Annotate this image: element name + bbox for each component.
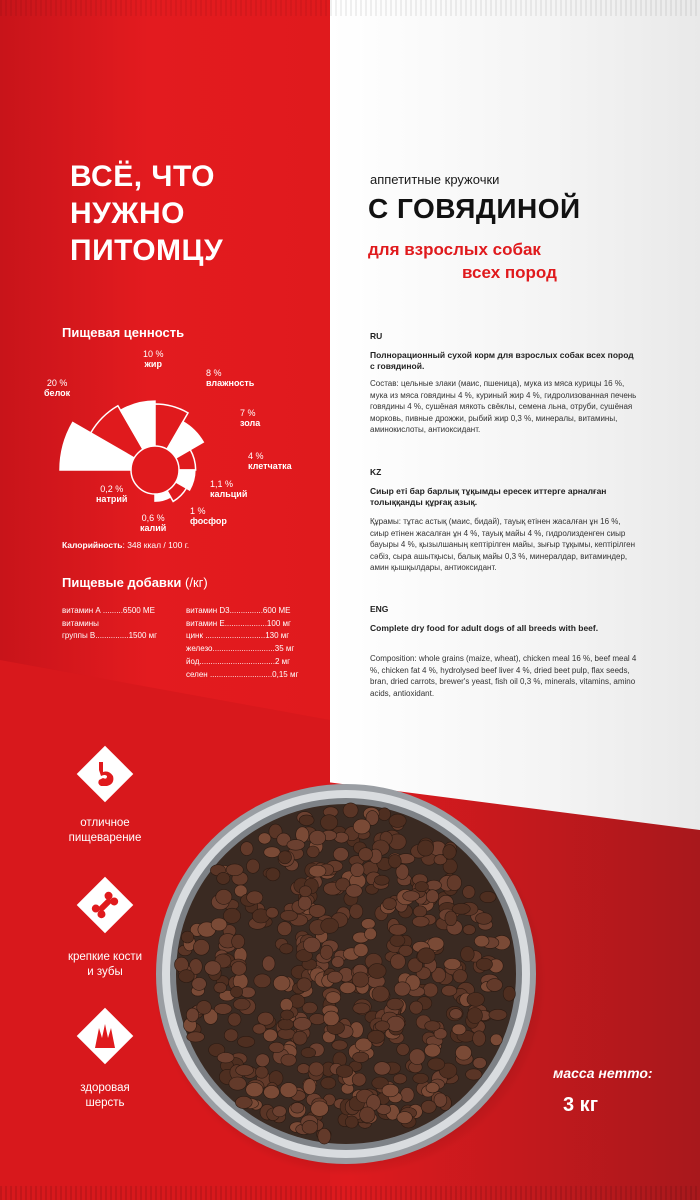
kibble xyxy=(236,1065,254,1076)
kibble xyxy=(321,815,338,830)
kibble xyxy=(293,1031,307,1045)
kibble xyxy=(280,944,293,954)
kibble xyxy=(332,957,344,968)
kibble xyxy=(463,886,475,899)
kibble xyxy=(383,898,397,910)
kibble xyxy=(490,1034,502,1046)
kibble xyxy=(332,1040,348,1050)
kibble xyxy=(368,964,386,979)
desc-eng-bold: Complete dry food for adult dogs of all breeds with beef. xyxy=(370,623,599,633)
wedge-label-fiber: 4 % клетчатка xyxy=(248,451,292,471)
kibble xyxy=(442,985,457,996)
kibble xyxy=(258,1012,274,1025)
kibble xyxy=(418,948,436,964)
bottom-seal xyxy=(0,1186,700,1200)
kibble xyxy=(391,954,406,969)
kibble xyxy=(352,972,369,987)
desc-kz-bold: Сиыр еті бар барлық тұқымды ересек иттерге арналған толыққанды құрғақ азық. xyxy=(370,486,607,507)
lang-kz: KZ xyxy=(370,467,382,477)
kibble xyxy=(467,1008,482,1024)
wedge-label-ash: 7 % зола xyxy=(240,408,261,428)
wedge-label-phosphorus: 1 % фосфор xyxy=(190,506,227,526)
additive-row: селен ............................0,15 мг xyxy=(186,670,299,679)
kibble xyxy=(346,885,362,898)
kibble xyxy=(476,958,492,970)
kibble xyxy=(409,1049,425,1065)
kibble xyxy=(450,1009,463,1019)
kibble xyxy=(359,848,373,861)
kibble xyxy=(229,1077,246,1090)
kibble xyxy=(320,945,333,959)
kibble xyxy=(350,904,363,919)
kibble xyxy=(246,1082,263,1096)
kibble xyxy=(273,1106,287,1117)
kibble xyxy=(476,913,493,925)
kibble xyxy=(287,840,305,851)
kibble xyxy=(217,872,230,884)
kibble xyxy=(262,956,275,971)
kibble xyxy=(425,1044,441,1057)
wedge-label-potassium: 0,6 % калий xyxy=(140,513,167,533)
kibble xyxy=(303,1079,316,1095)
desc-ru-text: Состав: цельные злаки (маис, пшеница), мука из мяса курицы 16 %, мука из мяса говядины 4 %, куриный жир 4 %, гидролизованная печень говядины 4 %, сушёная мякоть свёклы, семена льна, отруби, сушёная морковь, пивные дрожжи, рыбий жир 0,3 %, минералы, витамины, аминокислоты, антиоксидант. xyxy=(370,379,637,434)
desc-ru-bold: Полнорационный сухой корм для взрослых собак всех пород с говядиной. xyxy=(370,350,634,371)
feature-label-bones: крепкие кости и зубы xyxy=(67,951,143,978)
fur-icon xyxy=(73,1004,137,1068)
bone-icon xyxy=(73,873,137,937)
kibble xyxy=(426,890,438,903)
kibble xyxy=(278,1019,294,1030)
kibble xyxy=(389,814,406,827)
desc-eng-text: Composition: whole grains (maize, wheat), chicken meal 16 %, beef meal 4 %, chicken fat 4 %, hydrolysed beef liver 4 %, dried beet pulp, flax seeds, bran, dried carrots, brewer's yeast, fish oil 0,3 %, minerals, vitamins, amino acids, antioxidant. xyxy=(370,654,637,698)
kibble xyxy=(280,910,297,921)
kibble xyxy=(368,1030,385,1043)
kibble xyxy=(415,882,428,892)
kibble xyxy=(428,1058,445,1070)
kibble xyxy=(453,970,467,983)
kibble xyxy=(309,1014,325,1025)
desc-kz-text: Құрамы: тұтас астық (маис, бидай), тауық етінен жасалған ұн 16 %, сиыр етінен жасалған ұн 4 %, тауық майы 4 %, гидролизденген сиыр бауыры 4 %, қызылшаның кептірілген майы, зығыр тұқымы, кептірілген сәбіз, сыра ашытқысы, балық майы 0,3 %, минералдар, витаминдер, амин қышқылдары, антиоксидант. xyxy=(370,517,636,572)
kibble xyxy=(281,1054,296,1066)
kibble xyxy=(372,986,389,1002)
kibble xyxy=(374,1062,390,1075)
kibble xyxy=(333,848,348,862)
kibble xyxy=(269,1042,284,1052)
kibble xyxy=(291,1103,304,1114)
kibble xyxy=(280,998,292,1011)
kibble xyxy=(474,935,489,947)
feature-label-digestion: отличное пищеварение xyxy=(68,817,142,844)
product-audience-1: для взрослых собак xyxy=(368,240,541,259)
kibble xyxy=(426,1083,439,1093)
kibble xyxy=(361,919,375,929)
kibble xyxy=(214,1004,232,1015)
nutrition-title: Пищевая ценность xyxy=(62,325,185,340)
food-bowl xyxy=(150,760,550,1180)
kibble xyxy=(281,1010,294,1020)
net-weight-label: масса нетто: xyxy=(553,1065,653,1081)
kibble xyxy=(444,959,461,970)
lang-eng: ENG xyxy=(370,604,389,614)
kibble xyxy=(293,1017,311,1030)
kibble xyxy=(390,935,405,947)
kibble xyxy=(326,992,341,1004)
additive-row: группы В...............1500 мг xyxy=(62,631,158,640)
headline xyxy=(70,158,223,269)
kibble xyxy=(235,1096,252,1108)
product-subtitle: аппетитные кружочки xyxy=(370,172,500,187)
kibble xyxy=(382,1084,399,1097)
kibble xyxy=(307,846,319,858)
kibble xyxy=(264,847,280,858)
kibble xyxy=(256,1066,269,1078)
headline-line-2: НУЖНО xyxy=(70,197,185,230)
kibble xyxy=(425,1021,440,1031)
kibble xyxy=(393,1074,406,1084)
kibble xyxy=(247,859,260,873)
kibble xyxy=(352,1073,366,1086)
kibble xyxy=(473,1057,486,1068)
kibble xyxy=(299,886,311,897)
kibble xyxy=(456,1045,472,1060)
kibble xyxy=(278,922,292,936)
kibble xyxy=(360,1107,375,1123)
kibble xyxy=(247,891,263,904)
kibble xyxy=(232,934,245,948)
kibble xyxy=(445,911,457,926)
feature-label-fur: здоровая шерсть xyxy=(80,1082,130,1109)
kibble xyxy=(193,939,209,955)
kibble xyxy=(463,925,475,935)
kibble xyxy=(461,947,475,962)
kibble xyxy=(413,1073,429,1083)
kibble xyxy=(410,1001,423,1014)
additive-row: витамин А .........6500 МЕ xyxy=(62,606,155,615)
kibble xyxy=(443,845,456,860)
nutrition-center-circle xyxy=(131,446,179,494)
kibble xyxy=(238,1036,255,1047)
kibble xyxy=(421,1100,436,1113)
kibble xyxy=(216,889,232,904)
kibble xyxy=(480,891,496,902)
additive-row: витамин D3...............600 МЕ xyxy=(186,606,291,615)
kibble xyxy=(231,962,246,976)
kibble xyxy=(343,803,358,818)
kibble xyxy=(340,982,356,993)
additive-row: витамины xyxy=(62,619,99,628)
kibble xyxy=(192,978,207,991)
kibble xyxy=(241,842,254,856)
kibble xyxy=(309,1062,324,1076)
kibble xyxy=(231,986,243,997)
kibble xyxy=(351,863,365,877)
net-weight-value: 3 кг xyxy=(563,1094,599,1116)
kibble xyxy=(487,979,503,992)
kibble xyxy=(389,854,402,868)
kibble xyxy=(387,1016,405,1031)
kibble xyxy=(353,819,370,834)
kibble xyxy=(211,918,227,931)
kibble xyxy=(452,903,470,914)
kibble xyxy=(318,1128,331,1144)
additives-title: Пищевые добавки (/кг) xyxy=(62,575,208,590)
kibble xyxy=(447,875,461,891)
kibble xyxy=(387,998,404,1010)
kibble xyxy=(503,986,515,1001)
wedge-label-calcium: 1,1 % кальций xyxy=(210,479,248,499)
kibble xyxy=(214,982,227,993)
kibble xyxy=(205,961,221,975)
wedge-label-fat: 10 % жир xyxy=(143,349,164,369)
kibble xyxy=(309,865,326,877)
kibble xyxy=(353,1003,370,1014)
kibble xyxy=(345,1116,358,1128)
lang-ru: RU xyxy=(370,331,383,341)
kibble xyxy=(309,831,325,845)
kibble xyxy=(473,1031,486,1046)
product-audience-2: всех пород xyxy=(462,263,557,282)
additive-row: витамин Е...................100 мг xyxy=(186,619,291,628)
product-title: С ГОВЯДИНОЙ xyxy=(368,193,581,224)
kibble xyxy=(266,907,278,918)
kibble xyxy=(489,1009,507,1020)
kibble xyxy=(264,1085,280,1098)
kibble xyxy=(278,851,291,864)
additive-row: цинк ...........................130 мг xyxy=(186,631,290,640)
kibble xyxy=(303,937,320,952)
kibble xyxy=(302,1120,318,1134)
kibble xyxy=(179,970,195,983)
kibble xyxy=(301,1048,316,1058)
kibble xyxy=(452,1024,466,1035)
kibble xyxy=(298,896,311,910)
calories: Калорийность: 348 ккал / 100 г. xyxy=(62,540,190,550)
wedge-label-sodium: 0,2 % натрий xyxy=(96,484,128,504)
kibble xyxy=(321,1077,336,1089)
kibble xyxy=(254,974,271,988)
headline-line-1: ВСЁ, ЧТО xyxy=(70,160,215,193)
kibble xyxy=(258,833,271,844)
kibble xyxy=(418,840,434,856)
kibble xyxy=(256,1054,270,1067)
kibble xyxy=(327,971,342,983)
kibble xyxy=(389,924,406,935)
kibble xyxy=(412,916,429,927)
wedge-label-moisture: 8 % влажность xyxy=(206,368,255,388)
kibble xyxy=(299,815,314,826)
kibble xyxy=(224,1029,238,1042)
kibble xyxy=(321,918,339,933)
kibble xyxy=(266,868,280,881)
kibble xyxy=(297,978,311,992)
kibble xyxy=(226,864,243,876)
additive-row: железо............................35 мг xyxy=(186,644,295,653)
kibble xyxy=(217,1053,234,1063)
kibble xyxy=(394,982,410,996)
kibble xyxy=(233,999,250,1011)
kibble xyxy=(353,1052,369,1062)
kibble xyxy=(336,1065,353,1078)
kibble xyxy=(374,875,389,885)
additive-row: йод..................................2 мг xyxy=(186,657,291,666)
kibble xyxy=(228,1013,241,1026)
wedge-label-protein: 20 % белок xyxy=(44,378,71,398)
kibble xyxy=(197,1001,212,1015)
kibble xyxy=(378,808,391,821)
kibble xyxy=(280,1083,297,1098)
kibble xyxy=(397,1112,412,1124)
headline-line-3: ПИТОМЦУ xyxy=(70,234,224,267)
kibble xyxy=(309,905,325,918)
kibble xyxy=(181,931,193,943)
kibble xyxy=(354,943,368,956)
kibble xyxy=(397,1044,410,1056)
kibble xyxy=(311,1101,329,1116)
stomach-icon xyxy=(73,742,137,806)
kibble xyxy=(323,1011,339,1026)
kibble xyxy=(423,983,438,997)
kibble xyxy=(187,1032,205,1042)
kibble xyxy=(466,1069,482,1080)
kibble xyxy=(365,928,377,940)
kibble xyxy=(273,976,290,991)
kibble xyxy=(375,1021,389,1031)
kibble xyxy=(186,1008,198,1022)
kibble xyxy=(467,993,484,1007)
kibble xyxy=(253,1024,266,1034)
kibble xyxy=(403,891,420,901)
kibble xyxy=(400,1088,414,1103)
top-seal xyxy=(0,0,700,16)
